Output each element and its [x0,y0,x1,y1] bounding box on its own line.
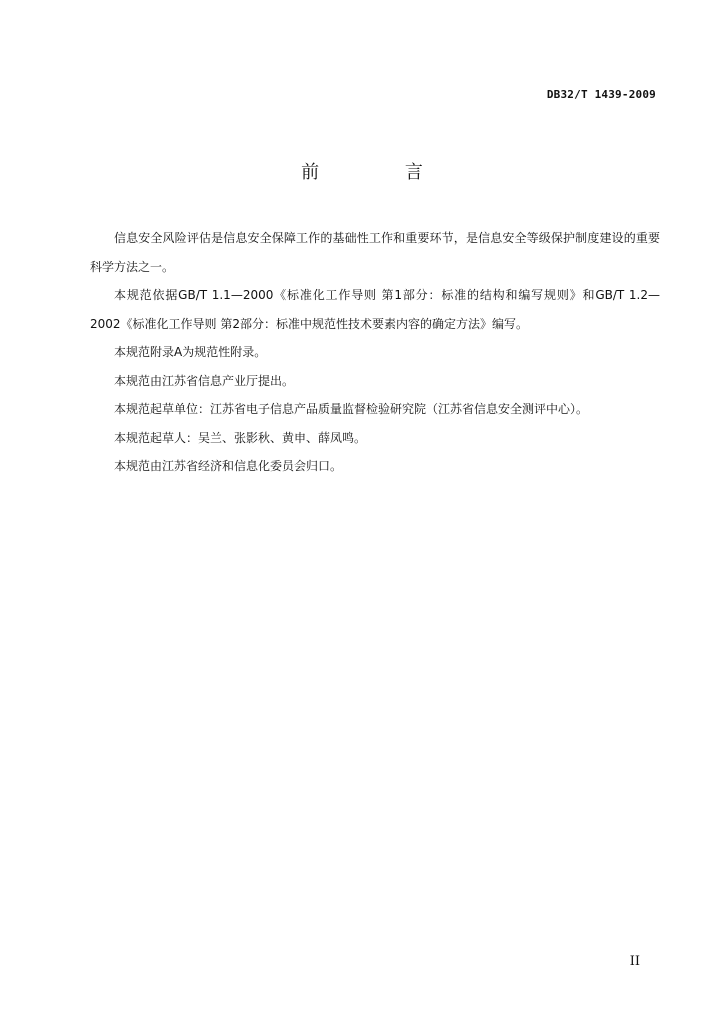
page-title: 前 言 [301,162,463,183]
paragraph-drafting-unit: 本规范起草单位：江苏省电子信息产品质量监督检验研究院（江苏省信息安全测评中心）。 [114,402,589,416]
paragraph-proposer: 本规范由江苏省信息产业厅提出。 [114,373,295,388]
page-number: II [629,954,640,969]
paragraph-centralized-management: 本规范由江苏省经济和信息化委员会归口。 [114,459,343,473]
foreword-body [90,224,660,481]
paragraph-drafters: 本规范起草人：吴兰、张影秋、黄申、薛凤鸣。 [114,430,367,445]
paragraph-purpose: 信息安全风险评估是信息安全保障工作的基础性工作和重要环节，是信息安全等级保护制度建设的重要科学方法之一。 [90,231,660,274]
standard-code: DB32/T 1439-2009 [546,88,656,101]
paragraph-drafting-basis: 本规范依据GB/T 1.1—2000《标准化工作导则 第1部分：标准的结构和编写规则》和GB/T 1.2—2002《标准化工作导则 第2部分：标准中规范性技术要素内容的确定方法》编写。 [90,288,660,331]
paragraph-appendix: 本规范附录A为规范性附录。 [114,345,267,359]
